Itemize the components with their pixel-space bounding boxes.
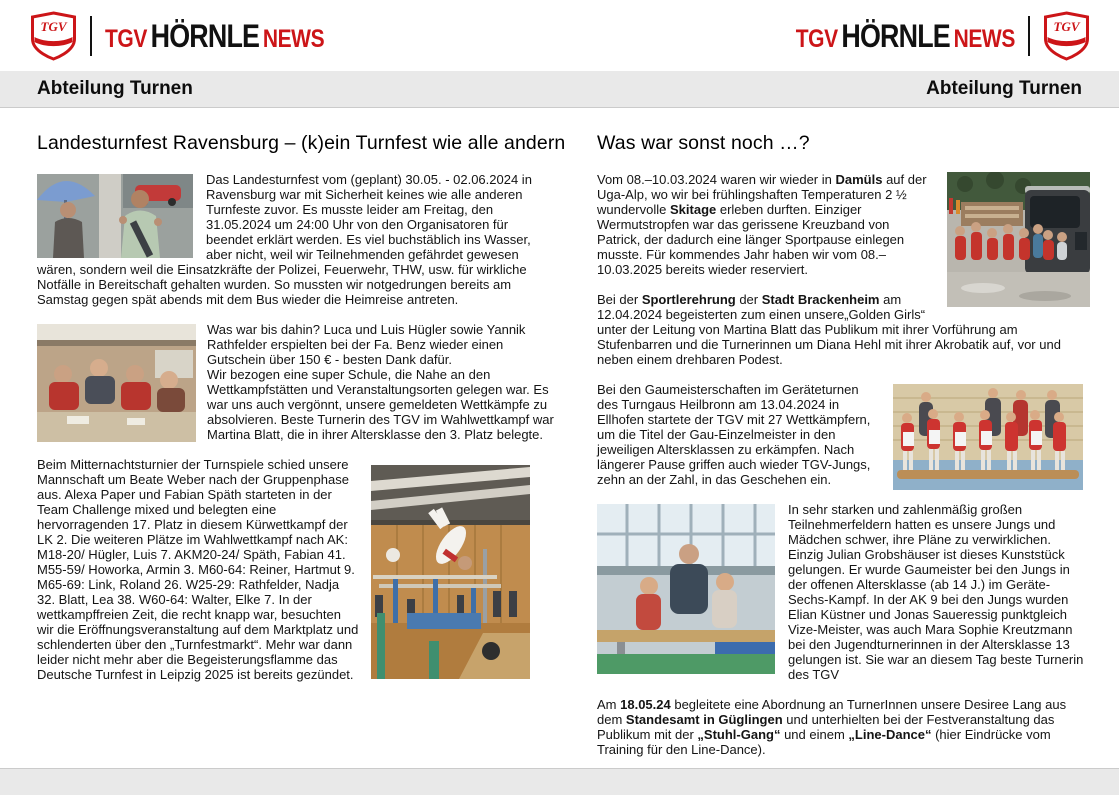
- photo-rain-thumbs-up: [37, 174, 193, 258]
- photo-coach-with-kids-gym: [597, 504, 775, 674]
- photo-ski-group-bus: [947, 172, 1090, 307]
- tgv-shield-logo-icon: [1043, 11, 1090, 61]
- footer-bar: [0, 768, 1119, 795]
- paragraph-landesturnfest-2: [37, 322, 555, 442]
- paragraph-text: In sehr starken und zahlenmäßig großen Teilnehmerfeldern hatten es unsere Jungs und Mädchen schwer, ihre Pläne zu verwirklichen. Einzig Julian Grobshäuser ist dieses Kunststück gelungen. Er wurde Gaumeister bei den Jungs in der offenen Altersklasse (ab 14 J.) im Geräte-Sechs-Kampf. In der AK 9 bei den Jungs wurden Elian Küstner und Jonas Saueressig punktgleich Vize-Meister, was auch Mara Sophie Kreutzmann bei den Jugendturnerinnen in der Altersklasse 13 gelungen ist. Sie war an diesem Tag beste Turnerin des TGV: [788, 502, 1084, 682]
- masthead-left: [30, 11, 366, 61]
- paragraph-standesamt: [597, 697, 1090, 757]
- masthead-title: [796, 18, 1015, 55]
- article-heading-right: Was war sonst noch …?: [597, 132, 810, 154]
- masthead-divider: [1028, 16, 1030, 56]
- section-label-left: Abteilung Turnen: [37, 78, 193, 99]
- masthead-hoernle: HÖRNLE: [150, 17, 260, 54]
- paragraph-text: Das Landesturnfest vom (geplant) 30.05. - 02.06.2024 in Ravensburg war mit Sicherheit keines wie alle anderen Turnfeste zuvor. Es musste leider am Freitag, den 31.05.2024 um 24:00 Uhr von den Organisatoren für beendet erklärt werden. Es viel buchstäblich ins Wasser, aber nicht, weil wir Teilnehmenden gefährdet gewesen wären, sondern weil die Einsatzkräfte der Polizei, Feuerwehr, THW, usw. für wirkliche Notfälle in Bereitschaft gehalten wurden. So mussten wir notgedrungen bereits am Samstag gegen spät abends mit dem Bus wieder die Heimreise antreten.: [37, 172, 532, 307]
- paragraph-landesturnfest-1: [37, 172, 555, 307]
- paragraph-text: Am 18.05.24 begleitete eine Abordnung an TurnerInnen unsere Desiree Lang aus dem Standesamt in Güglingen und unterhielten bei der Festveranstaltung das Publikum mit der „Stuhl-Gang“ und einem „Line-Dance“ (hier Eindrücke vom Training für den Line-Dance).: [597, 697, 1067, 757]
- paragraph-text: Bei der Sportlerehrung der Stadt Brackenheim am 12.04.2024 begeisterten zum einen unsere„Golden Girls“ unter der Leitung von Martina Blatt das Publikum mit ihrer Vorführung am Stufenbarren und die Turnerinnen um Diana Hehl mit ihrer Akrobatik auf, vor und neben einem drehbaren Podest.: [597, 292, 1061, 367]
- photo-benz-voucher-group: [37, 324, 196, 442]
- masthead-news: NEWS: [953, 24, 1015, 53]
- paragraph-text: Bei den Gaumeisterschaften im Geräteturnen des Turngaus Heilbronn am 13.04.2024 in Ellhofen startete der TGV mit 27 Wettkämpfern, um die Titel der Gau-Einzelmeister in den jeweiligen Altersklassen zu erkämpfen. Nach längerer Pause griffen auch wieder TGV-Jungs, zehn an der Zahl, in das Geschehen ein.: [597, 382, 871, 487]
- section-label-right: Abteilung Turnen: [926, 78, 1082, 99]
- content-columns: [0, 132, 1119, 757]
- masthead-tgv: TGV: [105, 24, 147, 53]
- paragraph-landesturnfest-3: [37, 457, 555, 682]
- photo-gymnast-parallel-bars: [371, 465, 530, 679]
- masthead-right: [754, 11, 1090, 61]
- paragraph-text: Beim Mitternachtsturnier der Turnspiele schied unsere Mannschaft um Beate Weber nach der Gruppenphase aus. Alexa Paper und Fabian Späth starteten in der Team Challenge mixed und belegten eine hervorragenden 17. Platz in diesem Kürwettkampf der LK 2. Die weiteren Plätze im Wahlwettkampf nach AK: M18-20/ Hügler, Luis 7. AKM20-24/ Späth, Fabian 41. M55-59/ Howorka, Armin 3. M60-64: Reiner, Hartmut 9. M65-69: Link, Roland 26. W25-29: Rathfelder, Nadja 32. Blatt, Lea 38. W60-64: Walter, Elke 7. In der wettkampffreien Zeit, die recht knapp war, besuchten wir die Eröffnungsveranstaltung auf dem Marktplatz und schlenderten über den „Turnfestmarkt“. Mehr war dann leider nicht mehr aber die Begeisterungsflamme das Deutsche Turnfest in Leipzig 2025 ist bereits gezündet.: [37, 457, 359, 682]
- paragraph-text: Was war bis dahin? Luca und Luis Hügler sowie Yannik Rathfelder erspielten bei der Fa. Benz wieder einen Gutschein über 150 € - besten Dank dafür. Wir bezogen eine super Schule, die Nahe an den Wettkampfstätten und Veranstaltungsorten gelegen war. Es war uns auch vergönnt, unsere gemeldeten Wettkämpfe zu absolvieren. Beste Turnerin des TGV im Wahlwettkampf war Martina Blatt, die in ihrer Altersklasse den 3. Platz belegte.: [207, 322, 554, 442]
- paragraph-text: Vom 08.–10.03.2024 waren wir wieder in Damüls auf der Uga-Alp, wo wir bei frühlingshaften Temperaturen 2 ½ wundervolle Skitage erleben durften. Einziger Wermutstropfen war das gerissene Kreuzband von Patrick, der dadurch eine länger Sportpause einlegen musste. Für kommendes Jahr haben wir vom 08.–10.03.2025 bereits wieder reserviert.: [597, 172, 927, 277]
- paragraph-teilnehmerfelder: [597, 502, 1090, 682]
- masthead-tgv: TGV: [795, 24, 838, 53]
- photo-boys-team-medals: [893, 384, 1083, 490]
- article-landesturnfest: [37, 132, 566, 757]
- article-heading-left: Landesturnfest Ravensburg – (k)ein Turnfest wie alle andern: [37, 132, 566, 154]
- masthead-title: [105, 18, 324, 55]
- svg-text:TGV: TGV: [40, 19, 67, 34]
- tgv-shield-logo-icon: [30, 11, 77, 61]
- paragraph-gaumeisterschaften: [597, 382, 1090, 487]
- article-was-war-sonst-noch: [597, 132, 1090, 757]
- masthead-divider: [90, 16, 92, 56]
- section-bar: [0, 71, 1119, 108]
- masthead: [0, 0, 1119, 61]
- svg-text:TGV: TGV: [1053, 19, 1080, 34]
- masthead-hoernle: HÖRNLE: [841, 17, 950, 54]
- masthead-news: NEWS: [262, 24, 325, 53]
- paragraph-skitage: [597, 172, 1090, 277]
